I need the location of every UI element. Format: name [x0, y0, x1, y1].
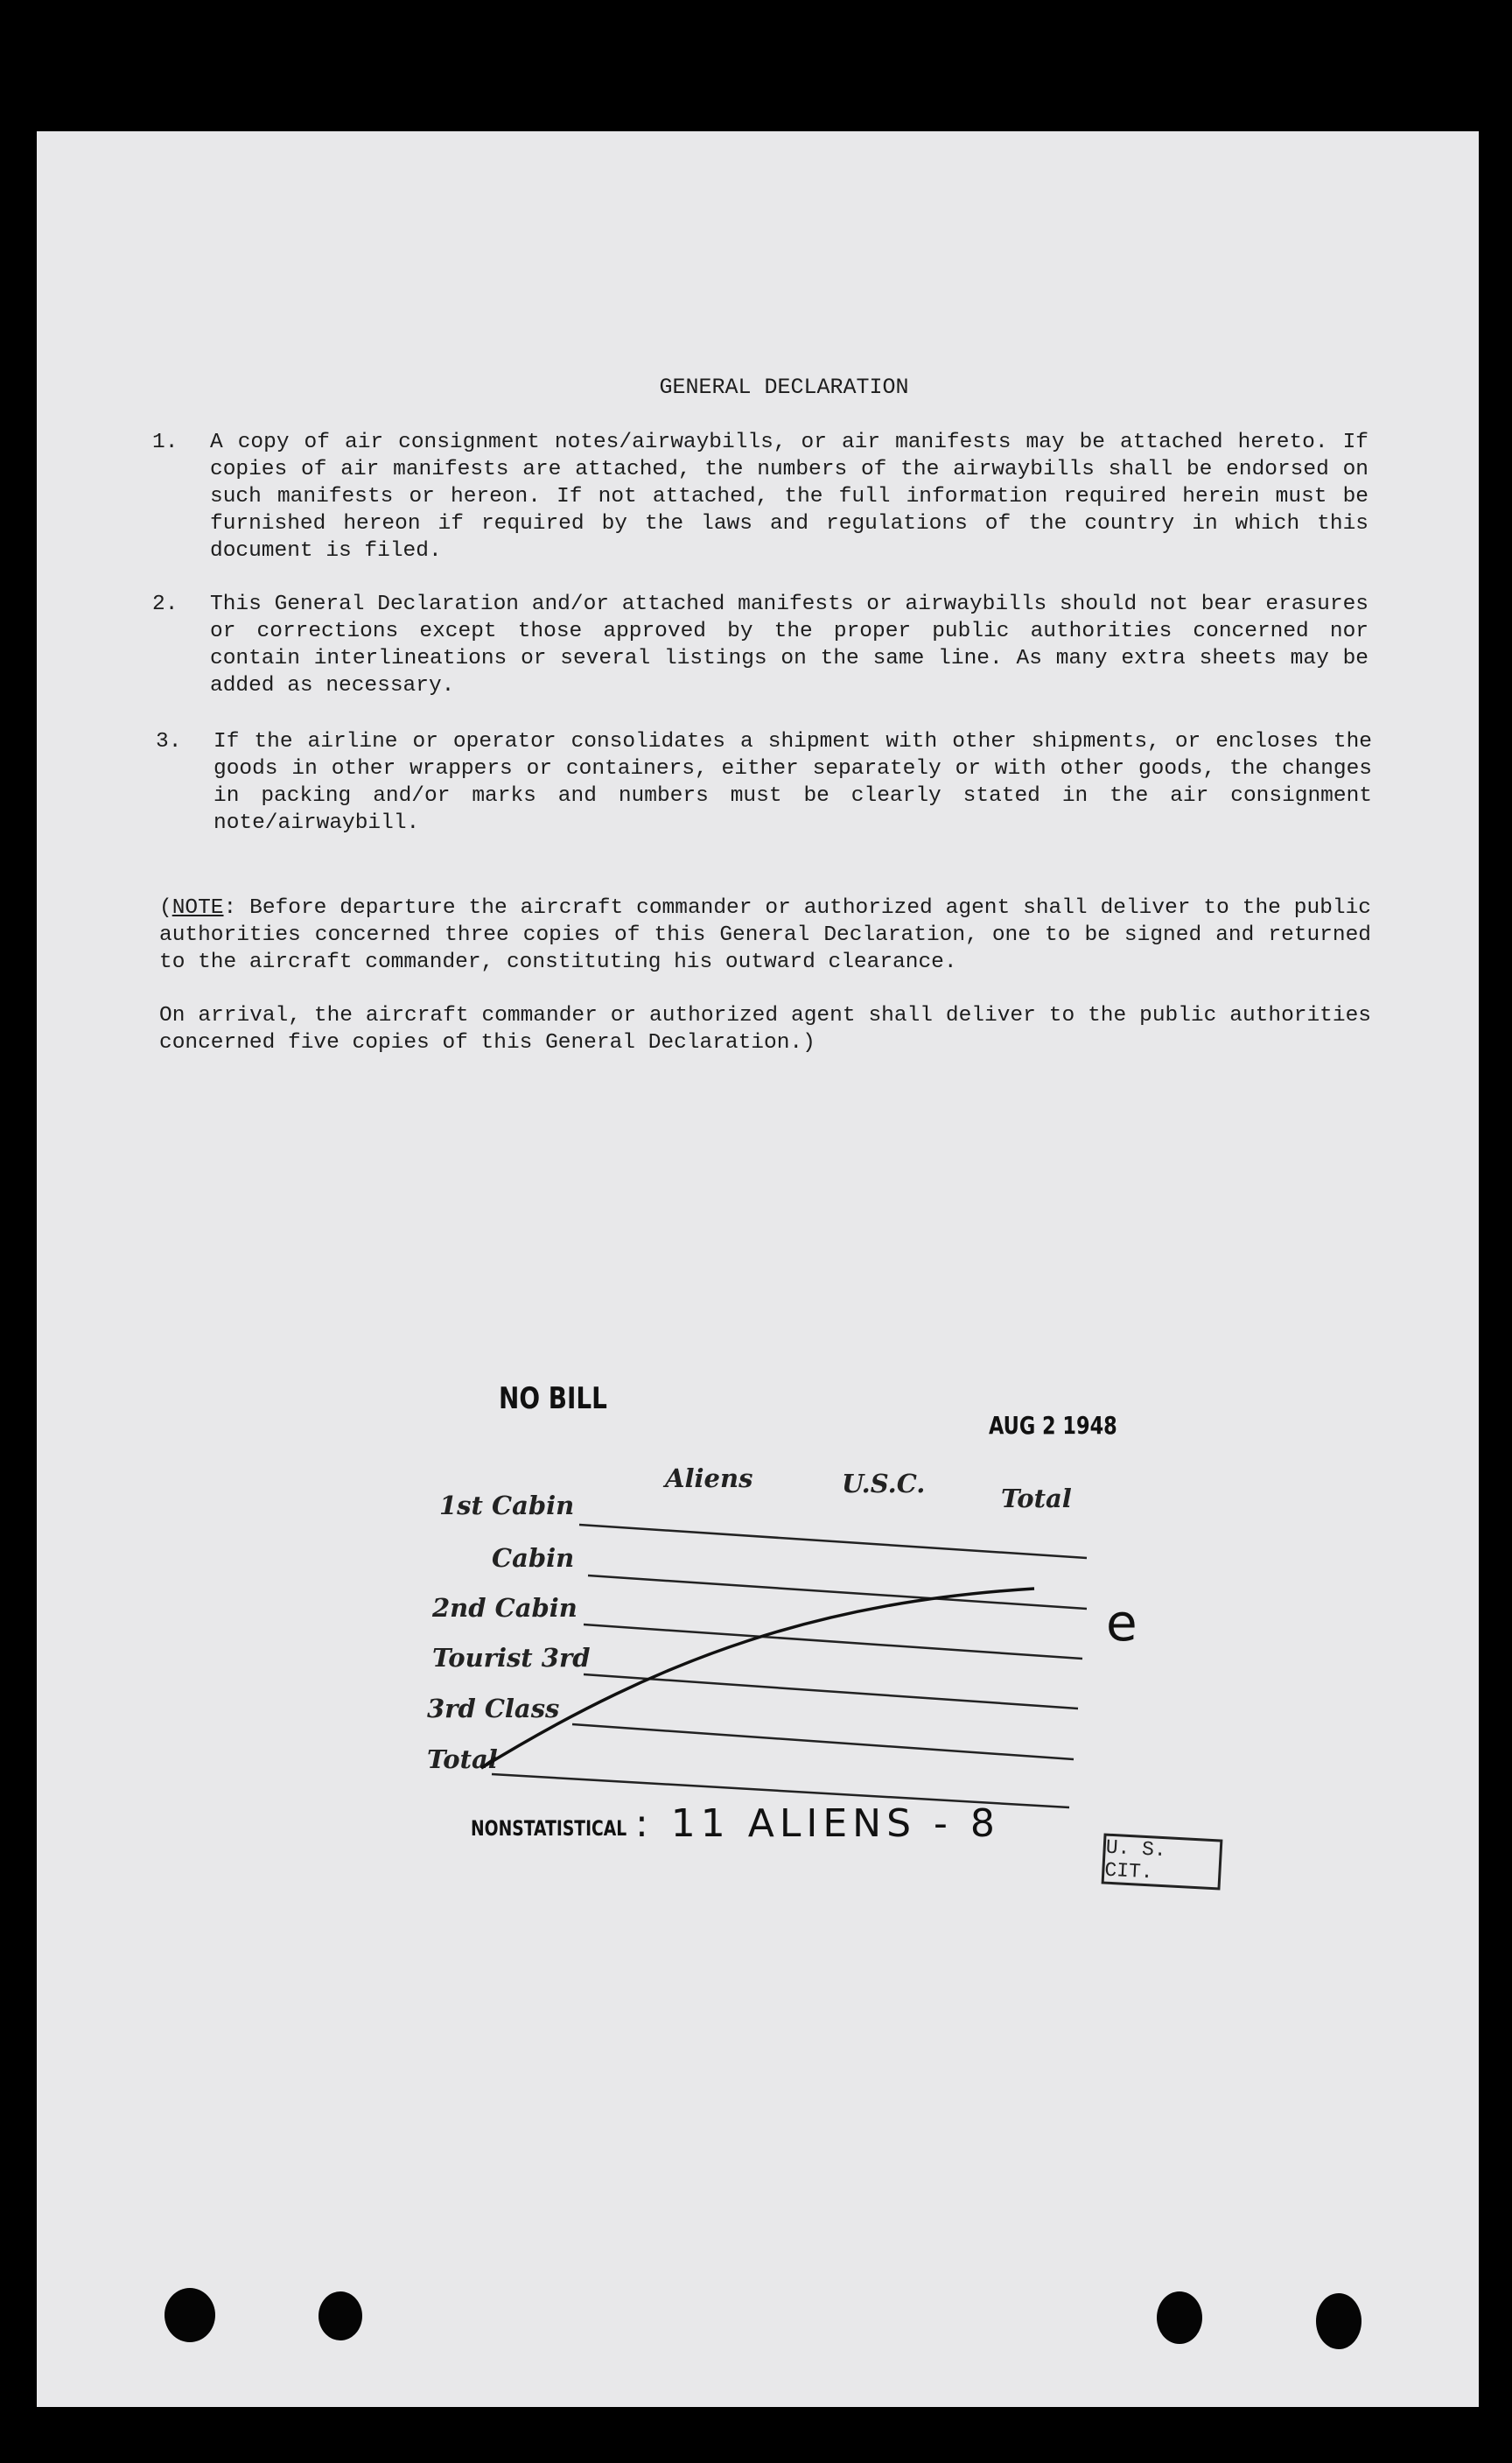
item-number: 3. — [156, 730, 182, 754]
nonstatistical-stamp: NONSTATISTICAL — [471, 1816, 627, 1841]
row-2nd-cabin: 2nd Cabin — [432, 1593, 578, 1623]
punch-hole — [318, 2291, 362, 2340]
row-underline — [579, 1525, 1087, 1558]
document-page — [37, 131, 1479, 2407]
pen-stroke — [481, 1589, 1034, 1768]
note-label: NOTE — [172, 896, 224, 920]
note-colon: : — [223, 896, 237, 920]
item-text: This General Declaration and/or attached manifests or airwaybills should not bear erasures or corrections except those approved by the proper public authorities concerned nor contain interlineations or several listings on the same line. As many extra sheets may be added as necessary. — [210, 593, 1368, 698]
row-tourist-3rd: Tourist 3rd — [432, 1643, 591, 1673]
item-number: 1. — [152, 431, 178, 454]
us-cit-stamp: U. S. CIT. — [1102, 1833, 1223, 1890]
note-open: ( — [159, 896, 172, 920]
circle-mark: e — [1106, 1593, 1138, 1653]
row-underline — [588, 1575, 1087, 1609]
pen-stroke-tick — [481, 1758, 496, 1768]
note-text: Before departure the aircraft commander or authorized agent shall deliver to the public authorities concerned three copies of this General Declaration, one to be signed and returned to the aircraft commander, constituting his outward clearance. — [159, 896, 1371, 974]
row-cabin: Cabin — [492, 1543, 575, 1573]
item-text: If the airline or operator consolidates a shipment with other shipments, or encloses the goods in other wrappers or containers, either separately or with other goods, the changes in packing and/or marks and numbers must be clearly stated in the air consignment note/airwaybill. — [214, 730, 1372, 835]
row-1st-cabin: 1st Cabin — [439, 1491, 575, 1520]
punch-hole — [1157, 2291, 1202, 2344]
row-total: Total — [427, 1744, 498, 1774]
row-underline — [572, 1724, 1074, 1759]
arrival-paragraph: On arrival, the aircraft commander or authorized agent shall deliver to the public authorities concerned five copies of this General Declaration.) — [159, 1004, 1371, 1055]
ledger-lines — [37, 131, 1479, 2407]
punch-hole — [164, 2288, 215, 2342]
item-text: A copy of air consignment notes/airwaybills, or air manifests may be attached hereto. If copies of air manifests are attached, the numbers of the airwaybills shall be endorsed on such manifests or hereon. If not attached, the full information required herein must be furnished hereon if required by the laws and regulations of the country in which this document is filed. — [210, 431, 1368, 563]
document-title: GENERAL DECLARATION — [659, 375, 909, 400]
item-number: 2. — [152, 593, 178, 616]
row-underline — [584, 1624, 1082, 1659]
date-stamp: AUG 2 1948 — [989, 1411, 1117, 1440]
row-underline — [584, 1674, 1078, 1709]
header-usc: U.S.C. — [842, 1469, 926, 1498]
header-aliens: Aliens — [665, 1463, 753, 1493]
row-3rd-class: 3rd Class — [427, 1694, 560, 1723]
header-total: Total — [1001, 1484, 1072, 1513]
handwritten-aliens-note: : 11 ALIENS - 8 — [635, 1801, 1000, 1846]
no-bill-stamp: NO BILL — [499, 1381, 607, 1416]
punch-hole — [1316, 2293, 1362, 2349]
